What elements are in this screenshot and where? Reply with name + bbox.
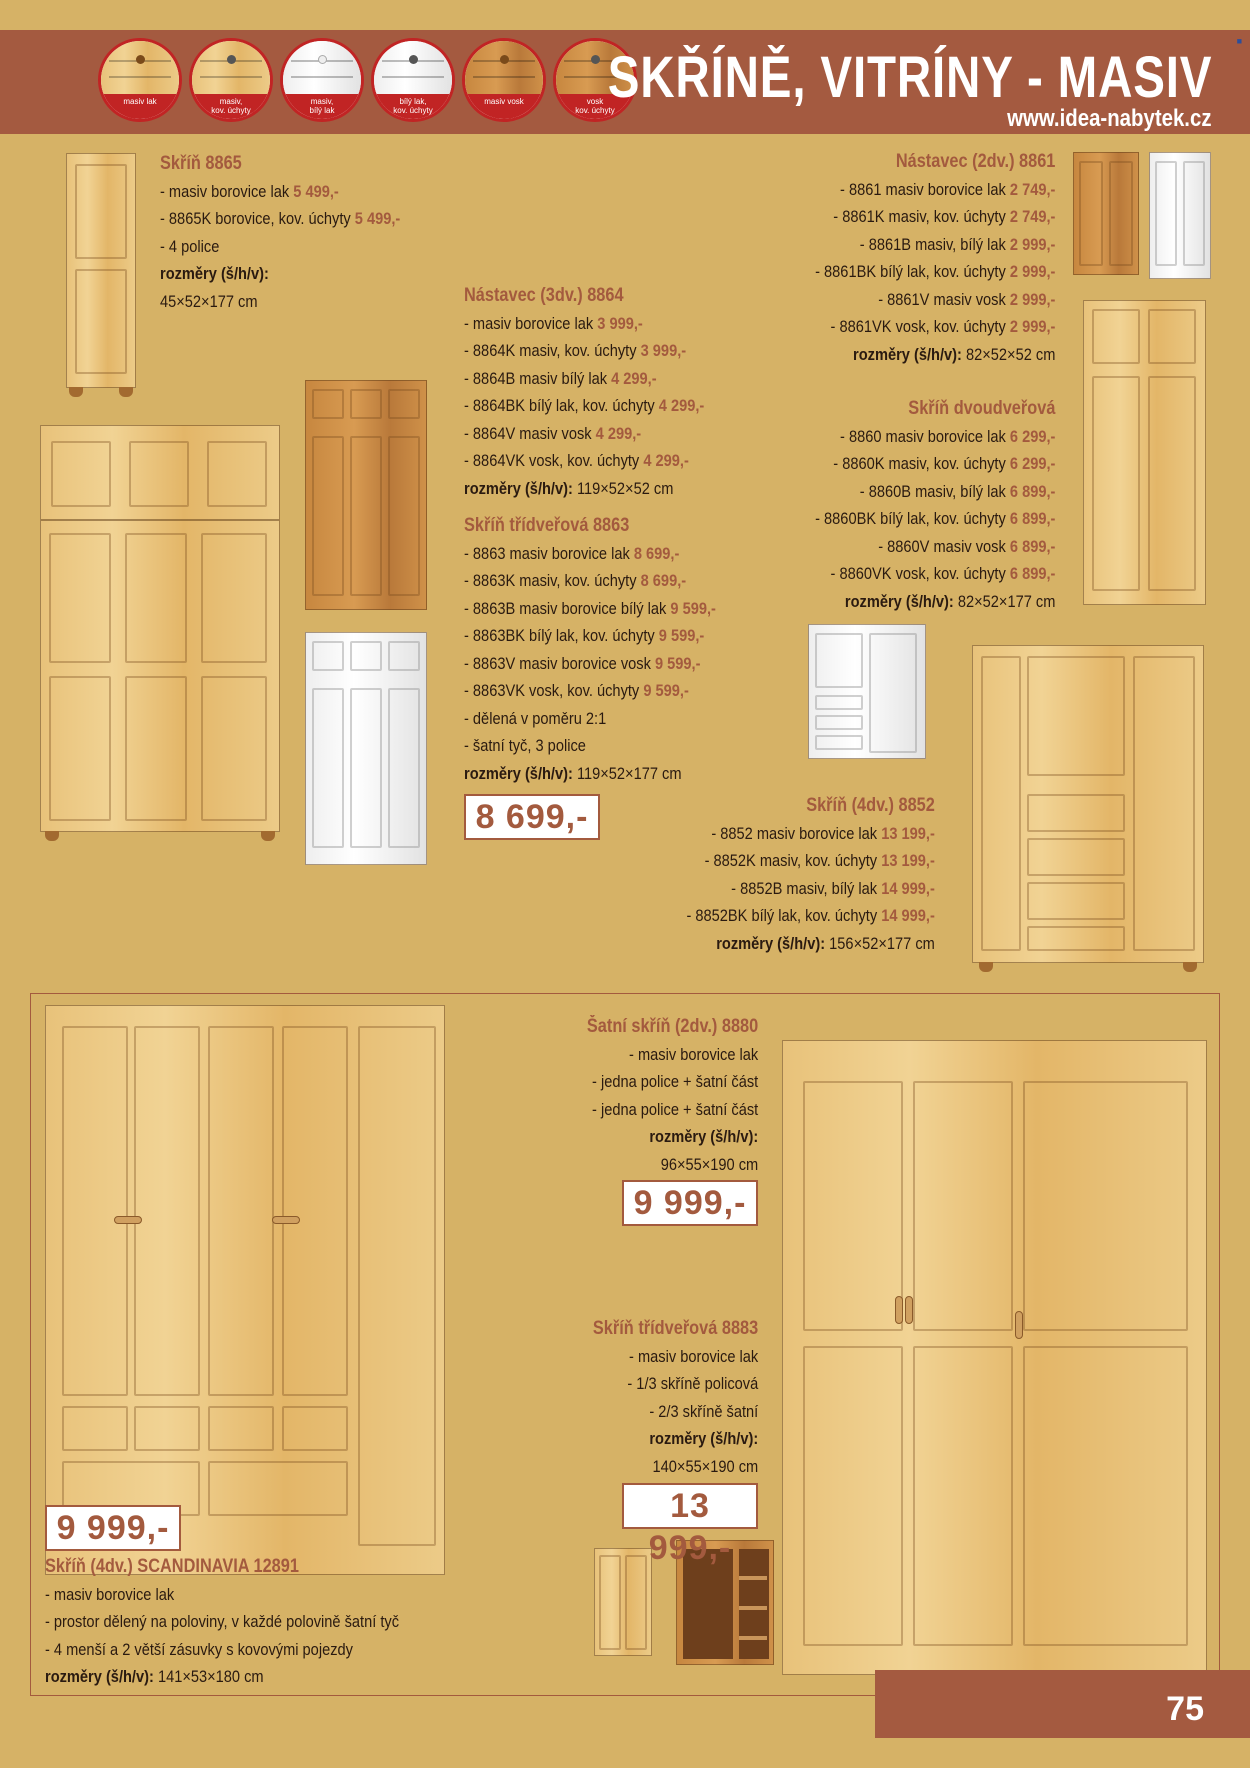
spec-line: - 8863V masiv borovice vosk [464,653,651,673]
price-row [815,313,1055,341]
dims-value: 82×52×177 cm [957,591,1055,611]
wardrobe-8865-image [66,153,136,388]
price-list [687,820,935,930]
wardrobe-12891-image [45,1005,445,1575]
price-list [815,423,1055,588]
spec-line: - 8861K masiv, kov. úchyty [832,207,1006,226]
price-box-8880: 9 999,- [622,1180,758,1226]
swatch-bily-kov [371,38,455,122]
spec-line: - masiv borovice lak [45,1584,175,1604]
product-8863 [464,512,757,787]
product-title: Skříň dvoudveřová [907,398,1055,419]
wardrobe-8852-image [972,645,1204,963]
price: 3 999,- [597,313,643,333]
price: 5 499,- [354,209,401,228]
dims-value: 119×52×52 cm [576,478,674,498]
spec-line: - 8864VK vosk, kov. úchyty [464,451,640,470]
spec-line: - 8865K borovice, kov. úchyty [160,209,351,228]
wardrobe-8883-image [782,1040,1207,1675]
price: 13 199,- [881,823,935,843]
dims-value: 96×55×190 cm [660,1154,758,1174]
price-row [687,820,935,848]
spec-line: - 8861BK bílý lak, kov. úchyty [814,262,1006,281]
spec-line: - 8852 masiv borovice lak [711,823,878,843]
product-title: Šatní skříň (2dv.) 8880 [586,1016,758,1037]
price: 5 499,- [293,181,339,201]
price: 6 299,- [1009,454,1055,473]
price-row [815,533,1055,561]
price: 6 899,- [1009,564,1055,583]
product-title: Skříň třídveřová 8863 [464,515,630,536]
spec-line: - dělená v poměru 2:1 [464,708,607,728]
product-8865 [160,150,439,315]
spec-line: - 1/3 skříně policová [627,1374,758,1393]
spec-line: - jedna police + šatní část [591,1072,758,1091]
product-title: Skříň (4dv.) SCANDINAVIA 12891 [45,1556,299,1577]
spec-line: - prostor dělený na poloviny, v každé polovině šatní tyč [45,1612,400,1631]
swatch-label: masiv vosk [465,94,543,119]
product-title: Nástavec (3dv.) 8864 [464,285,624,306]
price-row [464,337,704,365]
spec-line: - masiv borovice lak [628,1346,758,1366]
price: 8 699,- [633,543,680,563]
price: 14 999,- [881,878,935,898]
spec-line: - jedna police + šatní část [591,1099,758,1119]
spec-line: - masiv borovice lak [464,313,594,333]
price-row [687,847,935,875]
page-title: SKŘÍNĚ, VITRÍNY - MASIV [607,45,1212,110]
wardrobe-8863-image [40,520,280,832]
wardrobe-8852-white-image [808,624,926,759]
brand-mark-icon: ■ [1236,36,1242,46]
price: 14 999,- [881,906,935,925]
price-row [464,677,716,705]
swatch-masiv-bily [280,38,364,122]
price-row [815,423,1055,451]
price: 6 899,- [1009,481,1055,501]
product-title: Nástavec (2dv.) 8861 [895,151,1055,172]
price-row [815,505,1055,533]
spec-line: - 8863 masiv borovice lak [464,543,630,563]
dims-value: 119×52×177 cm [576,763,682,783]
price: 4 299,- [611,368,657,388]
swatch-label: masiv lak [101,94,179,119]
dims-label: rozměry (š/h/v): [852,344,962,364]
price-row [464,447,704,475]
price-box-12891: 9 999,- [45,1505,181,1551]
swatch-masiv-vosk [462,38,546,122]
price-row [815,478,1055,506]
product-title: Skříň (4dv.) 8852 [806,795,935,816]
dims-value: 156×52×177 cm [829,933,935,953]
product-8880 [559,1013,758,1178]
spec-line: - 8860V masiv vosk [877,536,1006,556]
swatch-label: bílý lak, kov. úchyty [374,94,452,119]
price: 9 599,- [670,598,716,618]
price-row [464,540,716,568]
dims-label: rozměry (š/h/v): [649,1429,758,1448]
dims-label: rozměry (š/h/v): [716,933,826,953]
price-row [464,650,716,678]
wardrobe-8863-white-image [305,632,427,865]
product-12891 [45,1553,457,1691]
wardrobe-8880-image [594,1548,652,1656]
spec-line: - 8864V masiv vosk [464,423,592,443]
spec-line: - 8864K masiv, kov. úchyty [464,341,637,360]
dims-value: 82×52×52 cm [965,344,1055,364]
price-row [687,902,935,930]
spec-line: - 4 menší a 2 větší zásuvky s kovovými pojezdy [45,1639,353,1659]
spec-line: - 8860VK vosk, kov. úchyty [830,564,1006,583]
spec-line: - 8863K masiv, kov. úchyty [464,571,637,590]
price-row [815,286,1055,314]
spec-line: - 2/3 skříně šatní [649,1401,758,1421]
product-8861 [776,148,1055,368]
price-box-8883: 13 999,- [622,1483,758,1529]
spec-line: - 8852B masiv, bílý lak [731,878,878,898]
price-row [464,622,716,650]
price: 9 599,- [654,653,701,673]
spec-line: - 8860B masiv, bílý lak [859,481,1006,501]
topper-8864-image [40,425,280,520]
product-title: Skříň třídveřová 8883 [592,1318,758,1339]
price: 6 299,- [1009,426,1055,446]
price: 6 899,- [1009,509,1055,528]
price: 9 599,- [643,681,689,700]
dims-label: rozměry (š/h/v): [160,264,269,283]
price-row [464,567,716,595]
price-list [815,176,1055,341]
dims-label: rozměry (š/h/v): [464,478,573,498]
price-row [464,595,716,623]
dims-label: rozměry (š/h/v): [649,1127,758,1146]
spec-line: - 8860K masiv, kov. úchyty [832,454,1006,473]
price-row [815,258,1055,286]
spec-line: - masiv borovice lak [160,181,290,201]
wardrobe-8860-image [1083,300,1206,605]
spec-line: - 8861B masiv, bílý lak [859,234,1006,254]
price: 2 999,- [1009,317,1055,336]
spec-line: - 8860BK bílý lak, kov. úchyty [814,509,1006,528]
spec-line: - 8861VK vosk, kov. úchyty [830,317,1006,336]
price: 2 749,- [1009,207,1055,226]
price-row [815,231,1055,259]
price: 6 899,- [1009,536,1055,556]
price: 2 749,- [1009,179,1055,199]
price-list [464,310,704,475]
price: 3 999,- [640,341,687,360]
dims-value: 45×52×177 cm [160,291,258,311]
price: 8 699,- [640,571,687,590]
price-row [464,392,704,420]
swatch-masiv-kov [189,38,273,122]
product-8852 [646,792,935,957]
spec-line: - 8861V masiv vosk [877,289,1006,309]
price-row [464,365,704,393]
price: 2 999,- [1009,262,1055,281]
spec-line: - 8864B masiv bílý lak [464,368,608,388]
swatch-label: masiv, kov. úchyty [192,94,270,119]
dims-label: rozměry (š/h/v): [844,591,954,611]
swatch-label: masiv, bílý lak [283,94,361,119]
spec-line: - 8861 masiv borovice lak [839,179,1006,199]
spec-line: - 8860 masiv borovice lak [839,426,1006,446]
page-number: 75 [1166,1690,1204,1728]
dims-value: 140×55×190 cm [652,1456,758,1476]
price: 9 599,- [658,626,705,645]
price-row [687,875,935,903]
spec-line: - 4 police [160,236,220,256]
price: 13 199,- [881,851,935,870]
spec-line: - šatní tyč, 3 police [464,736,586,755]
product-title: Skříň 8865 [160,153,242,174]
swatch-label: vosk kov. úchyty [556,94,634,119]
dims-value: 141×53×180 cm [157,1667,264,1686]
spec-line: - 8863VK vosk, kov. úchyty [464,681,640,700]
product-8860 [776,395,1055,615]
price-row [815,560,1055,588]
spec-line: - masiv borovice lak [628,1044,758,1064]
dims-label: rozměry (š/h/v): [45,1667,154,1686]
spec-line: - 8852K masiv, kov. úchyty [704,851,878,870]
spec-line: - 8852BK bílý lak, kov. úchyty [686,906,878,925]
spec-line: - 8864BK bílý lak, kov. úchyty [464,396,655,415]
price: 4 299,- [658,396,705,415]
price-row [815,450,1055,478]
price: 4 299,- [643,451,689,470]
price-row [464,420,704,448]
product-8864 [464,282,743,502]
swatch-masiv-lak [98,38,182,122]
spec-line: - 8863B masiv borovice bílý lak [464,598,667,618]
website-url: www.idea-nabytek.cz [1007,105,1212,132]
price-list [464,540,716,705]
wardrobe-8863-wax-image [305,380,427,610]
dims-label: rozměry (š/h/v): [464,763,573,783]
price: 2 999,- [1009,289,1055,309]
product-8883 [566,1315,758,1480]
price-row [815,203,1055,231]
price-row [464,310,704,338]
price-box-8863: 8 699,- [464,794,600,840]
price: 2 999,- [1009,234,1055,254]
price-row [815,176,1055,204]
topper-8861-wax-image [1073,152,1139,275]
price: 4 299,- [595,423,642,443]
topper-8861-white-image [1149,152,1211,279]
spec-line: - 8863BK bílý lak, kov. úchyty [464,626,655,645]
